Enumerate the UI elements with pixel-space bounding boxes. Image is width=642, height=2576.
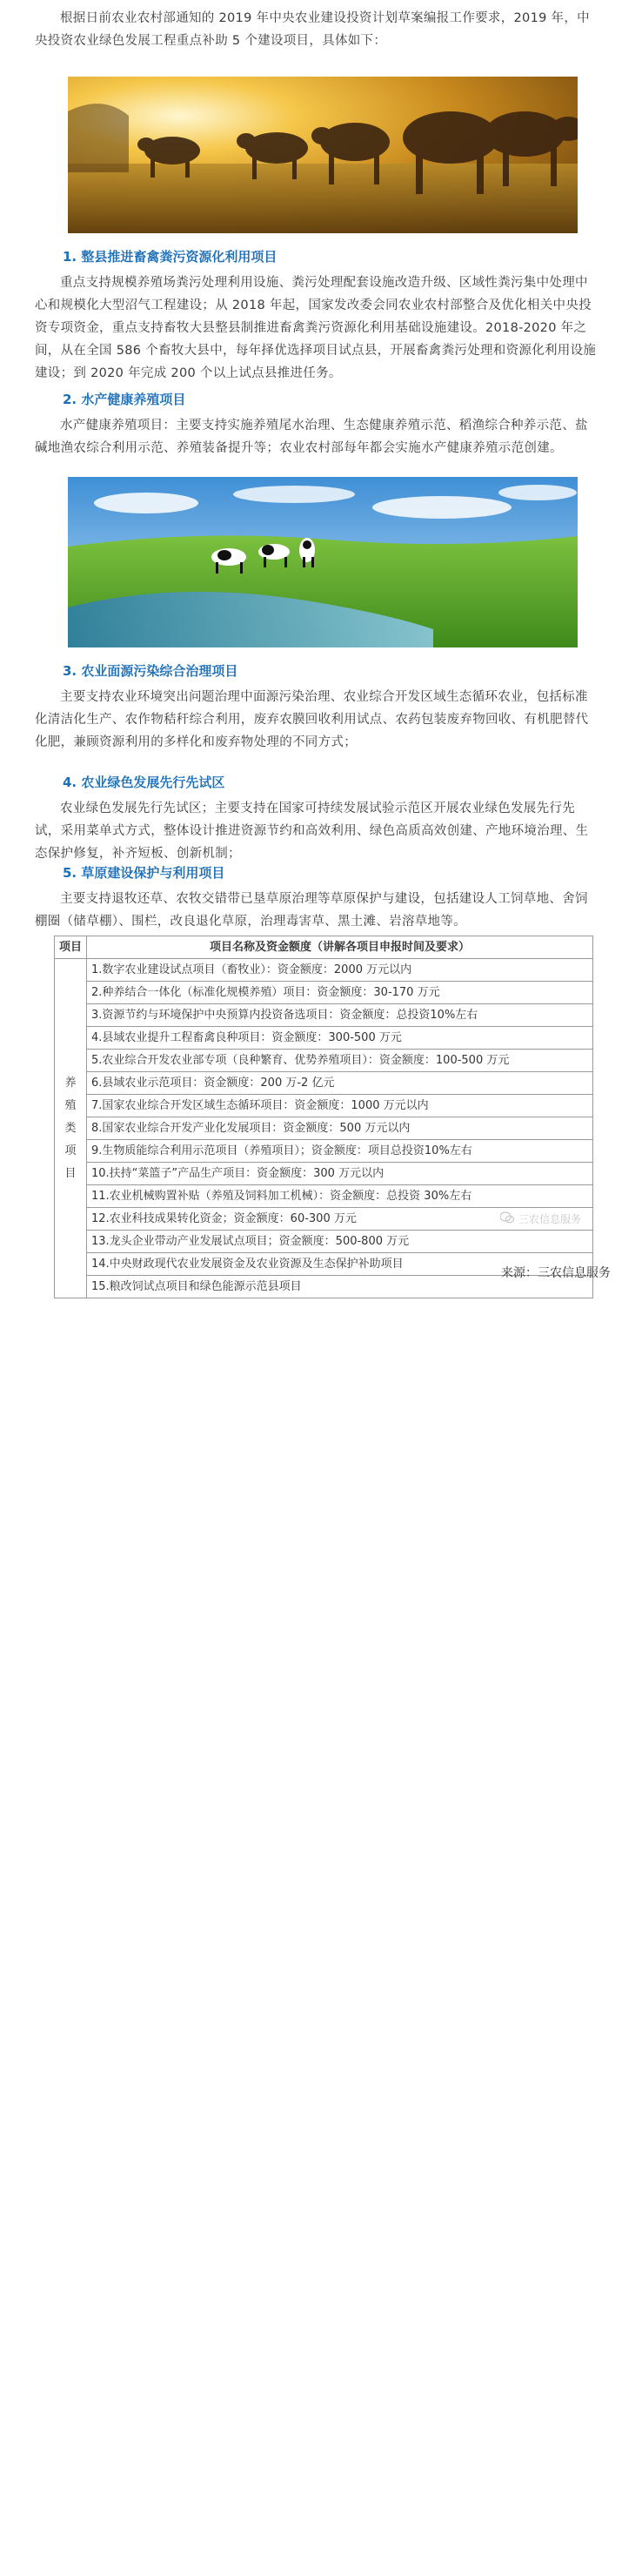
table-cell: 9.生物质能综合利用示范项目（养殖项目）；资金额度：项目总投资10%左右 <box>87 1140 593 1163</box>
table-row <box>55 1231 593 1253</box>
table-cell: 13.龙头企业带动产业发展试点项目；资金额度：500-800 万元 <box>87 1231 593 1253</box>
category-char: 养 <box>64 1076 77 1090</box>
cows-meadow-image <box>68 477 578 647</box>
table-cell: 8.国家农业综合开发产业化发展项目：资金额度：500 万元以内 <box>87 1117 593 1140</box>
table-row <box>55 1027 593 1050</box>
table-row <box>55 982 593 1004</box>
intro-block <box>35 7 600 52</box>
table-row <box>55 1140 593 1163</box>
table-cell: 14.中央财政现代农业发展资金及农业资源及生态保护补助项目 <box>87 1253 593 1276</box>
section-5-body-block <box>35 888 600 933</box>
table-row <box>55 1185 593 1208</box>
table-cell: 4.县域农业提升工程畜禽良种项目：资金额度：300-500 万元 <box>87 1027 593 1050</box>
section-2-body-block <box>35 414 600 460</box>
table-cell: 1.数字农业建设试点项目（畜牧业）：资金额度：2000 万元以内 <box>87 959 593 982</box>
category-char: 殖 <box>64 1098 77 1112</box>
table-cell: 12.农业科技成果转化资金；资金额度：60-300 万元 <box>87 1208 593 1231</box>
table-row <box>55 959 593 982</box>
table-row <box>55 1050 593 1072</box>
section-3-body-block <box>35 686 600 754</box>
table-header-name: 项目名称及资金额度（讲解各项目申报时间及要求） <box>87 936 593 959</box>
section-3-title: 3. 农业面源污染综合治理项目 <box>63 663 238 679</box>
intro-paragraph: 根据日前农业农村部通知的 2019 年中央农业建设投资计划草案编报工作要求，2019 年，中央投资农业绿色发展工程重点补助 5 个建设项目，具体如下： <box>35 11 590 48</box>
table-cell: 2.种养结合一体化（标准化规模养殖）项目：资金额度：30-170 万元 <box>87 982 593 1004</box>
section-1-body: 重点支持规模养殖场粪污处理利用设施、粪污处理配套设施改造升级、区域性粪污集中处理中心和规模化大型沼气工程建设；从 2018 年起，国家发改委会同农业农村部整合及优化相关中央投资专项资金，重点支持畜牧大县整县制推进畜禽粪污资源化利用基础设施建设。2018-2020 年之间，从在全国 586 个畜牧大县中，每年择优选择项目试点县，开展畜禽粪污处理和资源化利用设施建设；到 2020 年完成 200 个以上试点县推进任务。 <box>35 276 597 380</box>
section-2-body: 水产健康养殖项目：主要支持实施养殖尾水治理、生态健康养殖示范、稻渔综合种养示范、盐碱地渔农综合利用示范、养殖装备提升等；农业农村部每年都会实施水产健康养殖示范创建。 <box>35 419 588 455</box>
table-row <box>55 1163 593 1185</box>
category-char: 目 <box>64 1166 77 1180</box>
table-row <box>55 1072 593 1095</box>
table-row <box>55 1004 593 1027</box>
table-category-cell <box>55 959 87 1298</box>
section-4-title: 4. 农业绿色发展先行先试区 <box>63 775 225 790</box>
table-cell: 6.县域农业示范项目：资金额度：200 万-2 亿元 <box>87 1072 593 1095</box>
table-cell: 10.扶持“菜篮子”产品生产项目：资金额度：300 万元以内 <box>87 1163 593 1185</box>
wechat-icon <box>500 1211 514 1226</box>
cattle-sunset-image <box>68 77 578 233</box>
watermark <box>500 1211 581 1226</box>
section-4-body: 农业绿色发展先行先试区；主要支持在国家可持续发展试验示范区开展农业绿色发展先行先试，采用菜单式方式，整体设计推进资源节约和高效利用、绿色高质高效创建、产地环境治理、生态保护修复，补齐短板、创新机制； <box>35 802 589 861</box>
table-cell: 15.粮改饲试点项目和绿色能源示范县项目 <box>87 1276 593 1298</box>
section-4-body-block <box>35 797 600 865</box>
table-cell: 3.资源节约与环境保护中央预算内投资备选项目：资金额度：总投资10%左右 <box>87 1004 593 1027</box>
section-3-body: 主要支持农业环境突出问题治理中面源污染治理、农业综合开发区域生态循环农业，包括标准化清洁化生产、农作物秸秆综合利用，废弃农膜回收利用试点、农药包装废弃物回收、有机肥替代化肥，兼顾资源利用的多样化和废弃物处理的不同方式； <box>35 690 589 749</box>
section-2-title: 2. 水产健康养殖项目 <box>63 392 186 407</box>
table-header-row <box>55 936 593 959</box>
section-1-title: 1. 整县推进畜禽粪污资源化利用项目 <box>63 249 278 265</box>
table-cell: 11.农业机械购置补贴（养殖及饲料加工机械）：资金额度：总投资 30%左右 <box>87 1185 593 1208</box>
table-cell: 5.农业综合开发农业部专项（良种繁育、优势养殖项目）：资金额度：100-500 万元 <box>87 1050 593 1072</box>
category-char: 项 <box>64 1144 77 1157</box>
section-1-body-block <box>35 272 600 385</box>
table-header-category: 项目 <box>55 936 87 959</box>
section-5-title: 5. 草原建设保护与利用项目 <box>63 865 225 881</box>
project-table <box>54 936 593 1298</box>
source-credit: 来源：三农信息服务 <box>501 1266 611 1280</box>
table-row <box>55 1117 593 1140</box>
watermark-text: 三农信息服务 <box>518 1213 581 1225</box>
section-5-body: 主要支持退牧还草、农牧交错带已垦草原治理等草原保护与建设，包括建设人工饲草地、舍饲棚圈（储草棚）、围栏，改良退化草原，治理毒害草、黑土滩、岩溶草地等。 <box>35 892 588 929</box>
table-row <box>55 1095 593 1117</box>
category-char: 类 <box>64 1121 77 1135</box>
table-cell: 7.国家农业综合开发区域生态循环项目：资金额度：1000 万元以内 <box>87 1095 593 1117</box>
